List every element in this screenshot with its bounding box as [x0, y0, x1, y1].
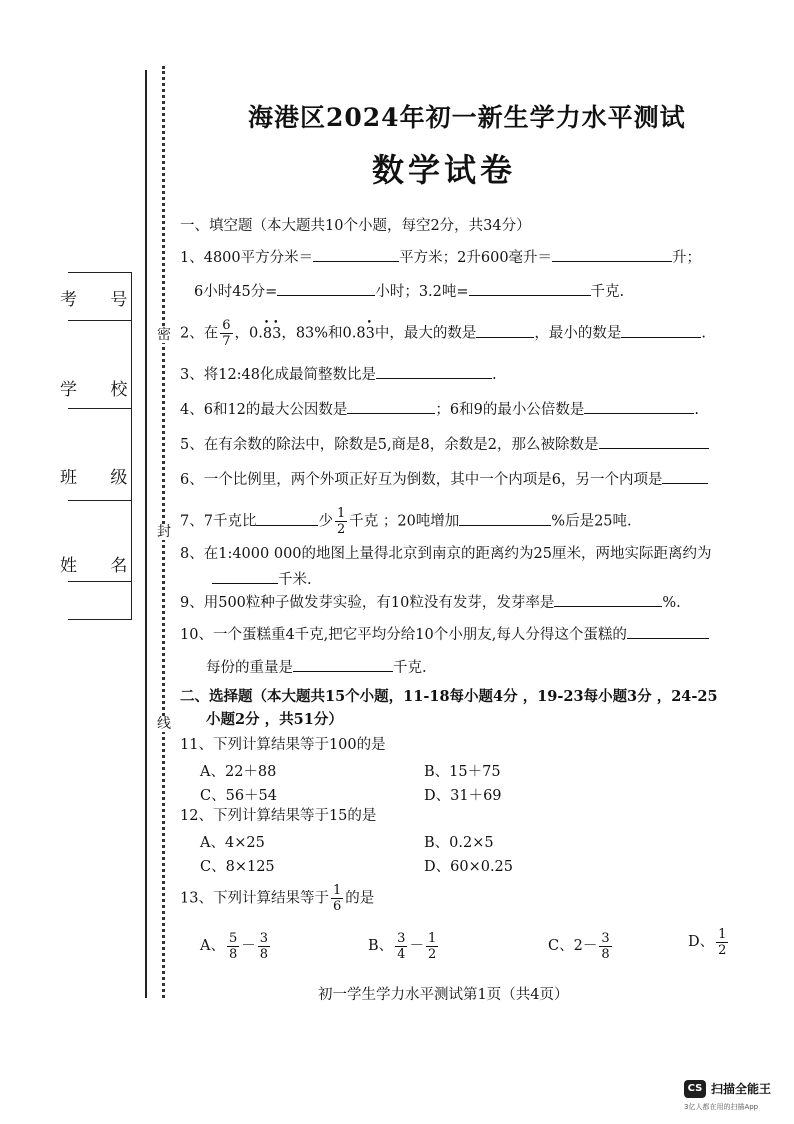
- q6-text: 6、一个比例里，两个外项正好互为倒数，其中一个内项是6，另一个内项是: [180, 472, 663, 488]
- q2-blank-2[interactable]: [621, 323, 701, 338]
- q5-text: 5、在有余数的除法中，除数是5,商是8，余数是2，那么被除数是: [180, 437, 599, 453]
- q2-text-f: .: [701, 325, 706, 342]
- q2-frac-den: 7: [222, 334, 231, 349]
- q13b-frac-1: [395, 931, 407, 962]
- class-label: 班 级: [60, 468, 142, 488]
- seal-char-xian: 线: [157, 716, 171, 732]
- q13a-frac-1: [227, 931, 239, 962]
- q3-blank[interactable]: [376, 364, 492, 379]
- q1-text-d: 6小时45分=: [194, 284, 278, 300]
- q13c-label: C、2－: [548, 938, 598, 954]
- q4-text-b: ；6和9的最小公倍数是: [435, 402, 585, 418]
- question-4: [180, 399, 699, 420]
- question-5: [180, 434, 709, 455]
- q7-fraction: [335, 506, 347, 537]
- q10-text-b: 每份的重量是: [206, 660, 293, 676]
- q7-text-d: %后是25吨.: [551, 513, 632, 530]
- exam-subtitle: 数学试卷: [372, 151, 517, 189]
- q7-blank-1[interactable]: [256, 511, 318, 526]
- q13-option-a[interactable]: [200, 930, 272, 962]
- question-10-line2: [206, 657, 427, 678]
- question-2: [180, 318, 706, 349]
- name-label: 姓 名: [60, 556, 142, 576]
- q1-blank-2[interactable]: [552, 247, 672, 262]
- q8-text-b: 千米.: [278, 572, 312, 588]
- q2-repeating-digit-2: • 3: [272, 320, 281, 348]
- q12-option-b[interactable]: B、0.2×5: [424, 835, 494, 851]
- q7-frac-num: 1: [336, 506, 346, 521]
- question-8-line2: [212, 569, 312, 590]
- q13b-den-1: 4: [397, 946, 406, 962]
- q9-text-a: 9、用500粒种子做发芽实验，有10粒没有发芽，发芽率是: [180, 595, 555, 611]
- q13d-num: 1: [718, 926, 727, 942]
- q1-blank-4[interactable]: [469, 281, 591, 296]
- question-11: 11、下列计算结果等于100的是: [180, 737, 386, 753]
- q7-text-c: 千克 ；20吨增加: [349, 513, 460, 530]
- q12-option-c[interactable]: C、8×125: [200, 859, 275, 875]
- q13d-frac: [716, 927, 728, 958]
- q10-text-a: 10、一个蛋糕重4千克,把它平均分给10个小朋友,每人分得这个蛋糕的: [180, 627, 627, 643]
- q2-frac-num: 6: [222, 318, 231, 333]
- q4-blank-1[interactable]: [347, 399, 435, 414]
- q3-text-a: 3、将12:48化成最简整数比是: [180, 367, 377, 383]
- q2-text-c: ，83%和0.8: [281, 325, 366, 342]
- q10-blank-2[interactable]: [293, 657, 393, 672]
- q11-option-b[interactable]: B、15＋75: [424, 764, 501, 780]
- q1-text-e: 小时；3.2吨=: [375, 284, 469, 300]
- q1-blank-3[interactable]: [277, 281, 375, 296]
- q13c-frac: [599, 931, 611, 962]
- q2-repeating-digit-1: • 8: [263, 320, 272, 348]
- q7-text-b: 少: [318, 513, 333, 530]
- binding-line: [145, 70, 147, 998]
- q13-option-c[interactable]: [548, 930, 614, 962]
- question-10-line1: [180, 624, 709, 645]
- q7-blank-2[interactable]: [459, 511, 551, 526]
- question-12: 12、下列计算结果等于15的是: [180, 808, 377, 824]
- q11-option-a[interactable]: A、22＋88: [200, 764, 277, 780]
- q13d-den: 2: [718, 942, 727, 958]
- q4-text-c: .: [694, 402, 699, 418]
- watermark-name: 扫描全能王: [711, 1082, 772, 1096]
- q3-text-b: .: [492, 367, 497, 383]
- q13a-frac-2: [258, 931, 270, 962]
- q13b-frac-2: [426, 931, 438, 962]
- q13-option-b[interactable]: [368, 930, 440, 962]
- q2-text-b: ，0.: [234, 325, 263, 342]
- q13b-num-1: 3: [397, 930, 406, 946]
- q2-text-e: ，最小的数是: [534, 325, 622, 342]
- q12-option-a[interactable]: A、4×25: [200, 835, 265, 851]
- seal-char-feng: 封: [157, 524, 171, 540]
- q13-option-d[interactable]: [688, 926, 730, 958]
- q7-text-a: 7、7千克比: [180, 513, 257, 530]
- q13b-den-2: 2: [427, 946, 437, 962]
- q13d-label: D、: [688, 934, 715, 950]
- q6-blank[interactable]: [662, 469, 708, 484]
- section2-heading: 二、选择题（本大题共15个小题，11-18每小题4分 ，19-23每小题3分 ，24-25: [180, 688, 718, 705]
- q11-option-d[interactable]: D、31＋69: [424, 788, 502, 804]
- q13a-op: －: [241, 938, 256, 954]
- camscanner-logo-icon: CS: [684, 1080, 706, 1098]
- q8-blank[interactable]: [212, 569, 278, 584]
- section2-heading-line2: 小题2分 ，共51分）: [206, 711, 343, 728]
- seal-char-mi: 密: [157, 327, 171, 343]
- q13a-label: A、: [200, 938, 225, 954]
- q2-repeating-digit-3: • 3: [366, 320, 375, 348]
- q1-text-f: 千克.: [590, 284, 625, 300]
- page-footer: 初一学生学力水平测试第1页（共4页）: [318, 987, 569, 1003]
- q13b-op: －: [409, 938, 424, 954]
- student-info-box: [60, 272, 142, 620]
- q13a-den-1: 8: [228, 946, 238, 962]
- question-3: [180, 364, 497, 385]
- info-divider: [68, 581, 132, 582]
- q13-frac-num: 1: [332, 883, 342, 898]
- q13-text-b: 的是: [345, 890, 375, 907]
- question-1-line1: [180, 247, 701, 268]
- q9-text-b: %.: [662, 595, 681, 611]
- q13c-den: 8: [601, 946, 610, 962]
- info-row-school: [60, 321, 142, 409]
- q4-text-a: 4、6和12的最大公因数是: [180, 402, 348, 418]
- q13a-den-2: 8: [259, 946, 269, 962]
- info-row-exam-number: [60, 273, 142, 321]
- q1-text-b: 平方米；2升600毫升＝: [399, 250, 553, 266]
- question-7: [180, 506, 632, 537]
- q1-text-a: 1、4800平方分米＝: [180, 250, 314, 266]
- q7-frac-den: 2: [336, 522, 346, 537]
- exam-number-label: 考 号: [60, 290, 142, 310]
- q1-text-c: 升；: [672, 250, 702, 266]
- q5-blank[interactable]: [599, 434, 709, 449]
- question-13: [180, 883, 374, 914]
- q13a-num-2: 3: [259, 930, 269, 946]
- q2-text-a: 2、在: [180, 325, 219, 342]
- q10-text-c: 千克.: [393, 660, 427, 676]
- q13-text-a: 13、下列计算结果等于: [180, 890, 329, 907]
- info-row-name: [60, 501, 142, 619]
- q2-text-d: 中，最大的数是: [374, 325, 477, 342]
- question-8-line1: 8、在1:4000 000的地图上量得北京到南京的距离约为25厘米，两地实际距离约为: [180, 546, 712, 562]
- q10-blank-1[interactable]: [627, 624, 709, 639]
- q13-frac-den: 6: [332, 899, 342, 914]
- q1-blank-1[interactable]: [313, 247, 399, 262]
- q13b-label: B、: [368, 938, 394, 954]
- question-1-line2: [194, 281, 624, 302]
- exam-title: 海港区2024年初一新生学力水平测试: [248, 103, 686, 132]
- q13c-num: 3: [601, 930, 610, 946]
- question-9: [180, 592, 681, 613]
- question-6: [180, 469, 708, 490]
- watermark-slogan: 3亿人都在用的扫描App: [684, 1103, 759, 1111]
- q12-option-d[interactable]: D、60×0.25: [424, 859, 514, 875]
- q11-option-c[interactable]: C、56＋54: [200, 788, 277, 804]
- section1-heading: 一、填空题（本大题共10个小题，每空2分，共34分）: [180, 218, 531, 234]
- school-label: 学 校: [60, 380, 142, 400]
- q9-blank[interactable]: [554, 592, 662, 607]
- q13b-num-2: 1: [427, 930, 437, 946]
- q13a-num-1: 5: [228, 930, 238, 946]
- info-row-class: [60, 409, 142, 501]
- q2-blank-1[interactable]: [476, 323, 534, 338]
- q13-fraction: [331, 883, 343, 914]
- q2-fraction: [220, 318, 232, 349]
- q4-blank-2[interactable]: [584, 399, 694, 414]
